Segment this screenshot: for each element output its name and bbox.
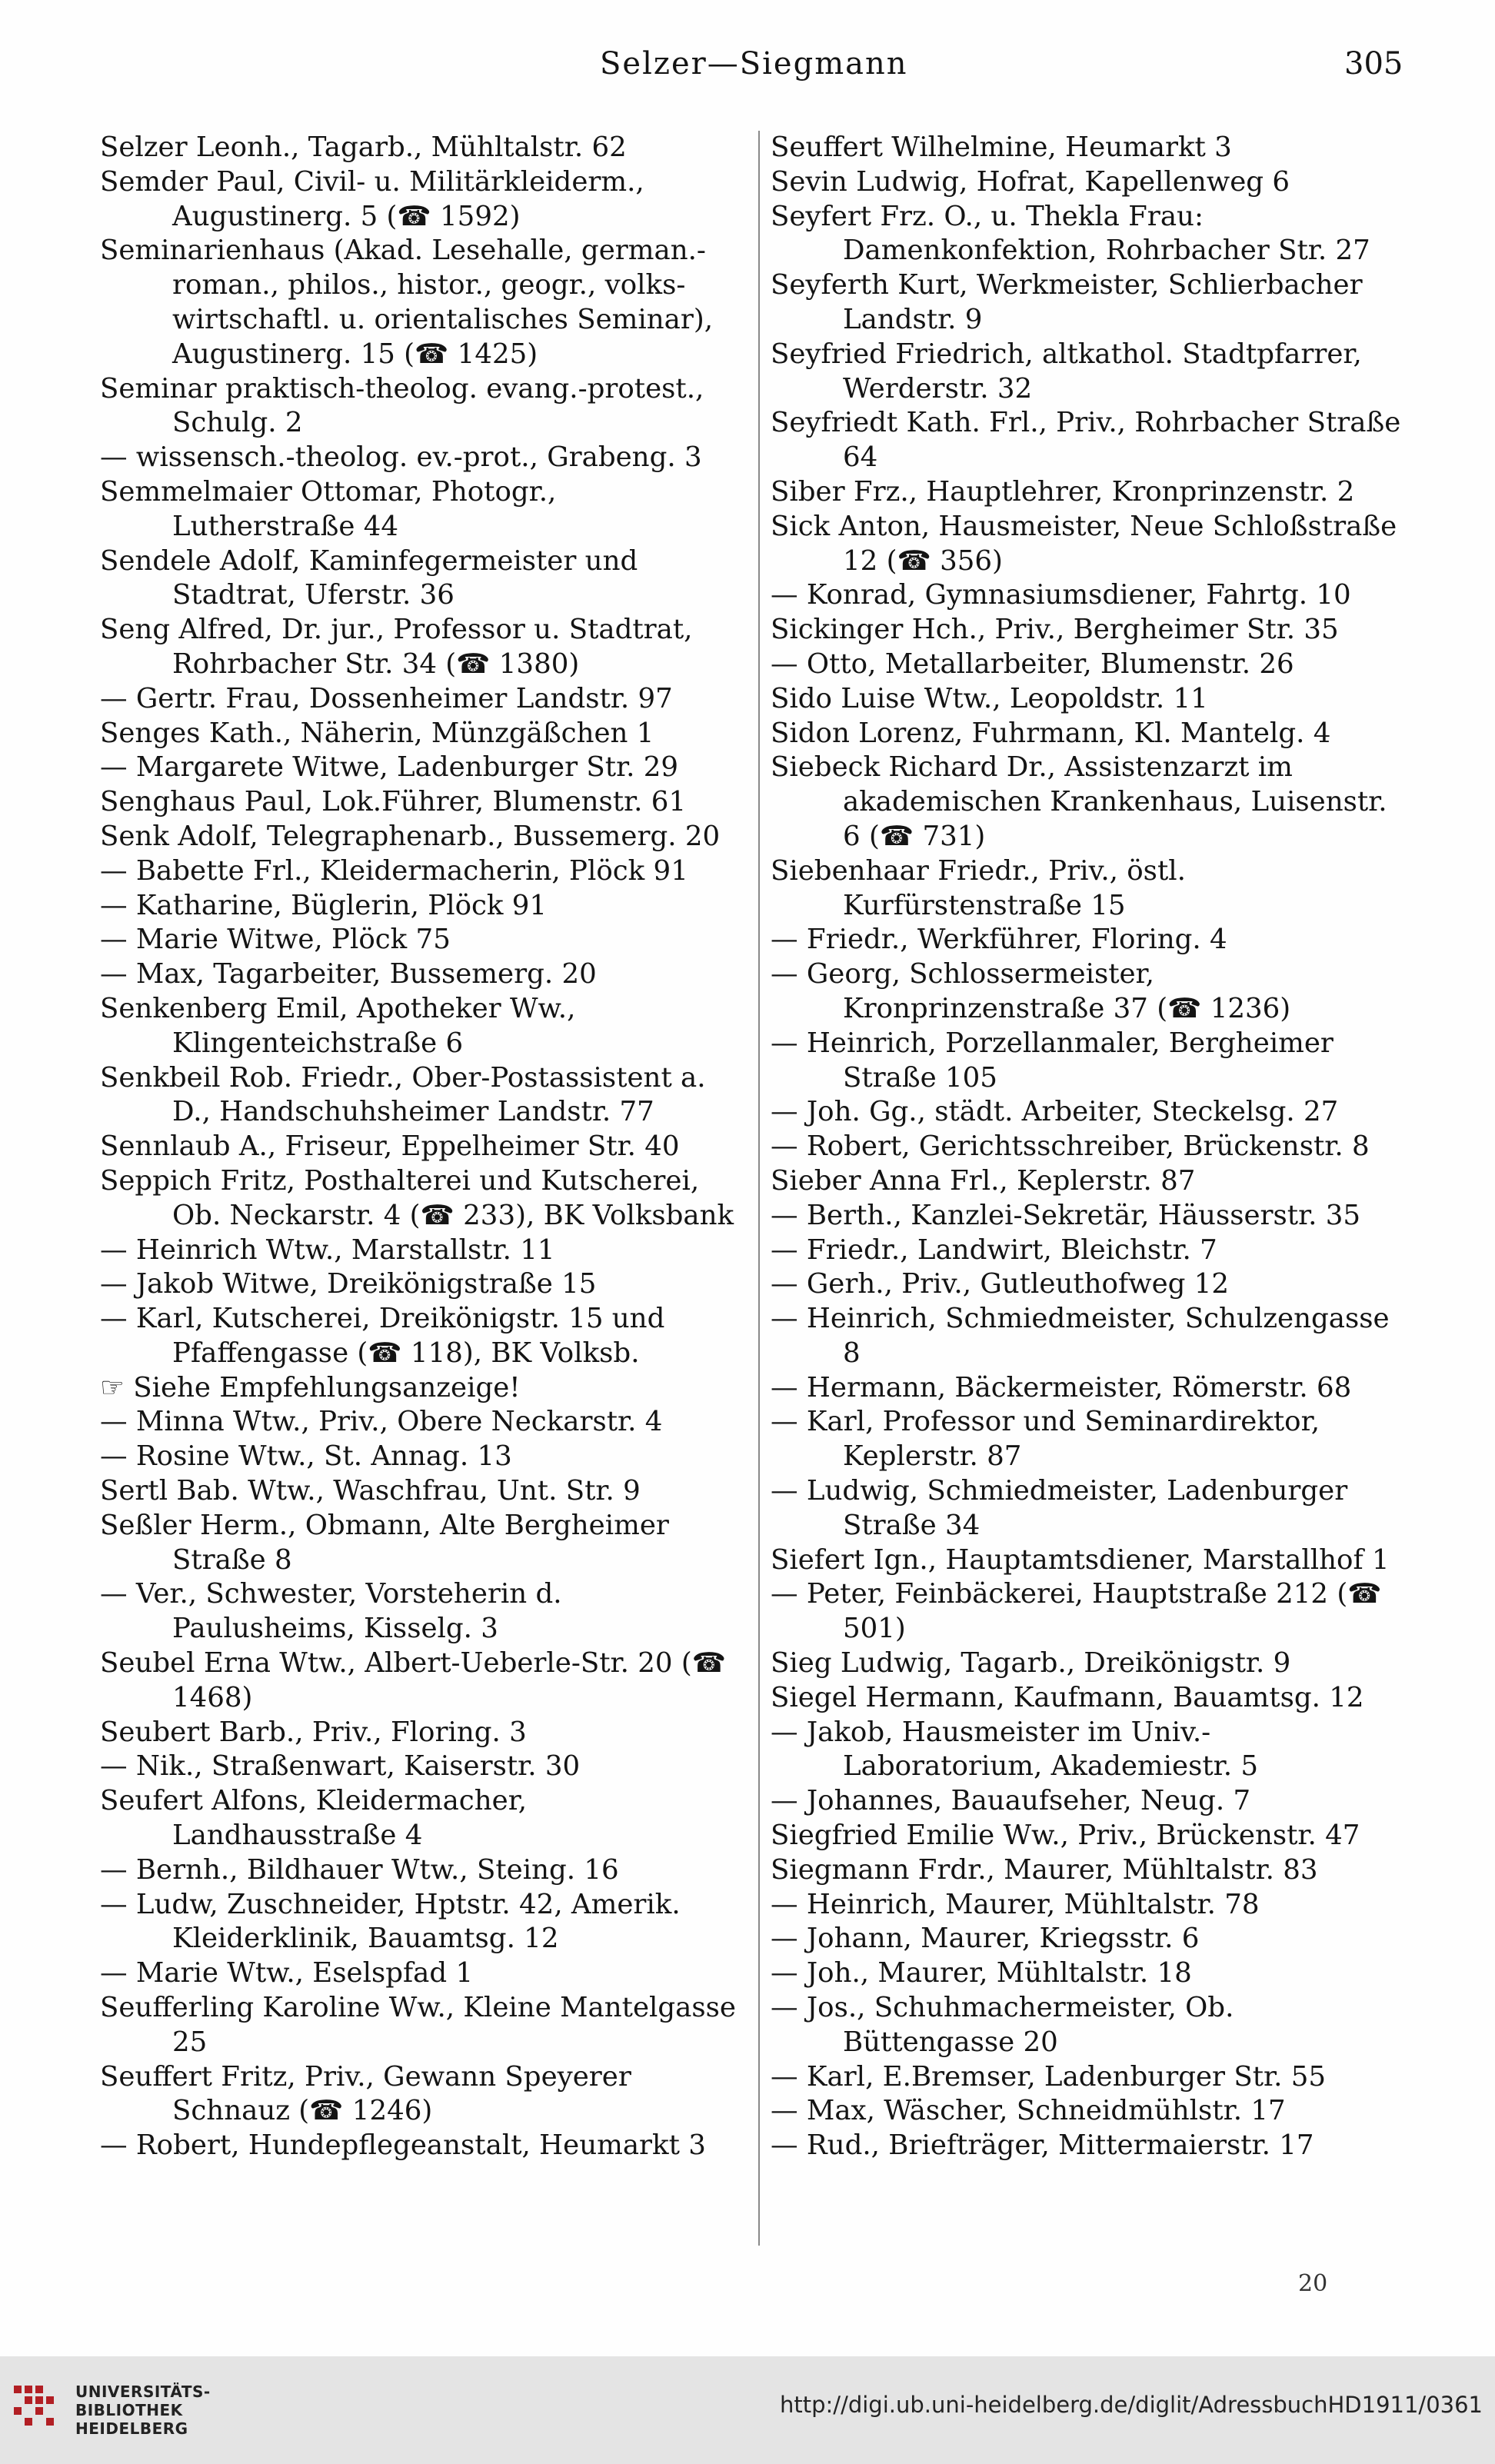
directory-entry: Sieber Anna Frl., Keplerstr. 87	[771, 1164, 1196, 1197]
directory-entry: Sick Anton, Hausmeister, Neue Schloßstraße 12 (☎ 356)	[771, 510, 1397, 577]
directory-entry: Sennlaub A., Friseur, Eppelheimer Str. 40	[100, 1130, 680, 1163]
directory-entry: — Max, Wäscher, Schneidmühlstr. 17	[771, 2095, 1286, 2127]
footer-bar	[0, 2356, 1495, 2464]
signature-mark: 20	[1298, 2270, 1328, 2297]
directory-entry: — Johannes, Bauaufseher, Neug. 7	[771, 1785, 1251, 1817]
directory-entry: Siber Frz., Hauptlehrer, Kronprinzenstr. 2	[771, 475, 1355, 508]
directory-entry: Senk Adolf, Telegraphenarb., Bussemerg. 20	[100, 820, 721, 852]
directory-entry: — Otto, Metallarbeiter, Blumenstr. 26	[771, 648, 1294, 680]
directory-entry: Seßler Herm., Obmann, Alte Bergheimer Straße 8	[100, 1509, 669, 1576]
directory-entry: — Robert, Gerichtsschreiber, Brückenstr. 8	[771, 1130, 1370, 1163]
directory-entry: Siegmann Frdr., Maurer, Mühltalstr. 83	[771, 1853, 1318, 1886]
directory-entry: — Robert, Hundepflegeanstalt, Heumarkt 3	[100, 2129, 706, 2162]
directory-entry: — Minna Wtw., Priv., Obere Neckarstr. 4	[100, 1406, 663, 1438]
directory-entry: Senges Kath., Näherin, Münzgäßchen 1	[100, 717, 654, 749]
directory-entry: Senkenberg Emil, Apotheker Ww., Klingenteichstraße 6	[100, 992, 576, 1059]
directory-entry: Seyfriedt Kath. Frl., Priv., Rohrbacher Straße 64	[771, 407, 1401, 474]
directory-entry: — Katharine, Büglerin, Plöck 91	[100, 889, 548, 921]
library-name	[75, 2382, 211, 2438]
directory-entry: — Babette Frl., Kleidermacherin, Plöck 91	[100, 854, 688, 887]
directory-entry: — Friedr., Landwirt, Bleichstr. 7	[771, 1234, 1217, 1266]
directory-entry: Siebenhaar Friedr., Priv., östl. Kurfürstenstraße 15	[771, 854, 1186, 921]
directory-entry: — Karl, E.Bremser, Ladenburger Str. 55	[771, 2060, 1327, 2093]
directory-entry: — Ver., Schwester, Vorsteherin d. Paulusheims, Kisselg. 3	[100, 1578, 562, 1645]
directory-entry: Sidon Lorenz, Fuhrmann, Kl. Mantelg. 4	[771, 717, 1331, 749]
library-name-line: UNIVERSITÄTS-	[75, 2382, 211, 2401]
directory-entry: Seminarienhaus (Akad. Lesehalle, german.-roman., philos., histor., geogr., volks-wirtschaftl. u. orientalisches Seminar), Augustinerg. 15 (☎ 1425)	[100, 235, 714, 370]
directory-entry: Seminar praktisch-theolog. evang.-protest., Schulg. 2	[100, 372, 704, 439]
directory-entry: Senkbeil Rob. Friedr., Ober-Postassistent a. D., Handschuhsheimer Landstr. 77	[100, 1061, 706, 1128]
directory-entry: Semder Paul, Civil- u. Militärkleiderm., Augustinerg. 5 (☎ 1592)	[100, 165, 644, 232]
directory-entry: Selzer Leonh., Tagarb., Mühltalstr. 62	[100, 132, 627, 163]
directory-entry: — Peter, Feinbäckerei, Hauptstraße 212 (☎ 501)	[771, 1578, 1382, 1645]
page-header	[0, 46, 1495, 92]
directory-entry: — Gertr. Frau, Dossenheimer Landstr. 97	[100, 682, 673, 714]
directory-entry: Sido Luise Wtw., Leopoldstr. 11	[771, 682, 1208, 714]
directory-entry: Seyferth Kurt, Werkmeister, Schlierbacher Landstr. 9	[771, 269, 1363, 335]
directory-entry: — Berth., Kanzlei-Sekretär, Häusserstr. 35	[771, 1199, 1361, 1231]
directory-entry: Siefert Ign., Hauptamtsdiener, Marstallhof 1	[771, 1543, 1390, 1576]
directory-entry: — Heinrich, Schmiedmeister, Schulzengasse 8	[771, 1303, 1390, 1369]
directory-entry: Seyfried Friedrich, altkathol. Stadtpfarrer, Werderstr. 32	[771, 338, 1362, 405]
directory-entry: — Georg, Schlossermeister, Kronprinzenstraße 37 (☎ 1236)	[771, 958, 1291, 1024]
permalink-url[interactable]: http://digi.ub.uni-heidelberg.de/diglit/AdressbuchHD1911/0361	[780, 2392, 1483, 2418]
directory-entry: — Johann, Maurer, Kriegsstr. 6	[771, 1923, 1200, 1955]
library-name-line: HEIDELBERG	[75, 2419, 188, 2438]
directory-entry: Siebeck Richard Dr., Assistenzarzt im akademischen Krankenhaus, Luisenstr. 6 (☎ 731)	[771, 751, 1387, 852]
directory-entry: — Ludwig, Schmiedmeister, Ladenburger Straße 34	[771, 1475, 1348, 1541]
directory-entry: Sendele Adolf, Kaminfegermeister und Stadtrat, Uferstr. 36	[100, 544, 638, 611]
directory-entry: — Jos., Schuhmachermeister, Ob. Büttengasse 20	[771, 1992, 1234, 2058]
directory-entry: Seng Alfred, Dr. jur., Professor u. Stadtrat, Rohrbacher Str. 34 (☎ 1380)	[100, 614, 693, 680]
directory-entry: Sertl Bab. Wtw., Waschfrau, Unt. Str. 9	[100, 1475, 641, 1507]
directory-entry: — Ludw, Zuschneider, Hptstr. 42, Amerik. Kleiderklinik, Bauamtsg. 12	[100, 1888, 681, 1955]
directory-entry: — Joh., Maurer, Mühltalstr. 18	[771, 1957, 1192, 1990]
directory-entry: — Konrad, Gymnasiumsdiener, Fahrtg. 10	[771, 579, 1351, 611]
directory-entry: — Joh. Gg., städt. Arbeiter, Steckelsg. 27	[771, 1096, 1339, 1128]
directory-entry: — Heinrich, Maurer, Mühltalstr. 78	[771, 1888, 1260, 1920]
directory-entry: — Jakob Witwe, Dreikönigstraße 15	[100, 1268, 597, 1300]
directory-entry: Seubel Erna Wtw., Albert-Ueberle-Str. 20 (☎ 1468)	[100, 1647, 727, 1713]
directory-entry: — Hermann, Bäckermeister, Römerstr. 68	[771, 1371, 1352, 1403]
directory-entry: — Karl, Professor und Seminardirektor, Keplerstr. 87	[771, 1406, 1320, 1473]
directory-entry: Semmelmaier Ottomar, Photogr., Lutherstraße 44	[100, 475, 557, 542]
page-number: 305	[1344, 46, 1403, 82]
directory-entry: — Rud., Briefträger, Mittermaierstr. 17	[771, 2129, 1314, 2162]
directory-entry: Seuffert Wilhelmine, Heumarkt 3	[771, 132, 1232, 163]
directory-entry: — Heinrich, Porzellanmaler, Bergheimer Straße 105	[771, 1027, 1334, 1094]
directory-entry: — wissensch.-theolog. ev.-prot., Grabeng. 3	[100, 441, 702, 474]
directory-entry: — Max, Tagarbeiter, Bussemerg. 20	[100, 958, 597, 991]
right-column	[771, 131, 1409, 2163]
directory-entry: — Heinrich Wtw., Marstallstr. 11	[100, 1234, 555, 1266]
directory-entry: Siegel Hermann, Kaufmann, Bauamtsg. 12	[771, 1681, 1364, 1713]
library-name-line: BIBLIOTHEK	[75, 2401, 183, 2419]
directory-entry: — Bernh., Bildhauer Wtw., Steing. 16	[100, 1853, 619, 1886]
left-column	[100, 131, 748, 2163]
running-title: Selzer—Siegmann	[600, 46, 908, 82]
directory-entry: — Marie Witwe, Plöck 75	[100, 924, 451, 956]
directory-entry: ☞ Siehe Empfehlungsanzeige!	[100, 1371, 521, 1403]
directory-entry: — Gerh., Priv., Gutleuthofweg 12	[771, 1268, 1229, 1300]
directory-entry: Seufferling Karoline Ww., Kleine Mantelgasse 25	[100, 1992, 736, 2058]
library-logo-icon	[11, 2379, 65, 2433]
directory-entry: Seyfert Frz. O., u. Thekla Frau: Damenkonfektion, Rohrbacher Str. 27	[771, 200, 1370, 267]
directory-entry: Sevin Ludwig, Hofrat, Kapellenweg 6	[771, 165, 1290, 198]
directory-entry: Siegfried Emilie Ww., Priv., Brückenstr. 47	[771, 1820, 1360, 1852]
directory-entry: Sieg Ludwig, Tagarb., Dreikönigstr. 9	[771, 1647, 1291, 1680]
directory-entry: — Marie Wtw., Eselspfad 1	[100, 1957, 474, 1990]
directory-entry: — Karl, Kutscherei, Dreikönigstr. 15 und Pfaffengasse (☎ 118), BK Volksb.	[100, 1303, 665, 1369]
directory-entry: — Rosine Wtw., St. Annag. 13	[100, 1440, 512, 1473]
directory-entry: Seubert Barb., Priv., Floring. 3	[100, 1716, 527, 1748]
directory-entry: Senghaus Paul, Lok.Führer, Blumenstr. 61	[100, 786, 687, 818]
directory-entry: Seufert Alfons, Kleidermacher, Landhausstraße 4	[100, 1785, 528, 1852]
directory-entry: — Jakob, Hausmeister im Univ.-Laboratorium, Akademiestr. 5	[771, 1716, 1258, 1783]
directory-entry: Sickinger Hch., Priv., Bergheimer Str. 35	[771, 614, 1339, 646]
directory-entry: — Friedr., Werkführer, Floring. 4	[771, 924, 1227, 956]
directory-entry: — Margarete Witwe, Ladenburger Str. 29	[100, 751, 679, 784]
column-divider	[758, 131, 760, 2246]
directory-entry: — Nik., Straßenwart, Kaiserstr. 30	[100, 1750, 581, 1783]
directory-entry: Seppich Fritz, Posthalterei und Kutscherei, Ob. Neckarstr. 4 (☎ 233), BK Volksbank	[100, 1164, 734, 1231]
directory-entry: Seuffert Fritz, Priv., Gewann Speyerer Schnauz (☎ 1246)	[100, 2060, 631, 2127]
